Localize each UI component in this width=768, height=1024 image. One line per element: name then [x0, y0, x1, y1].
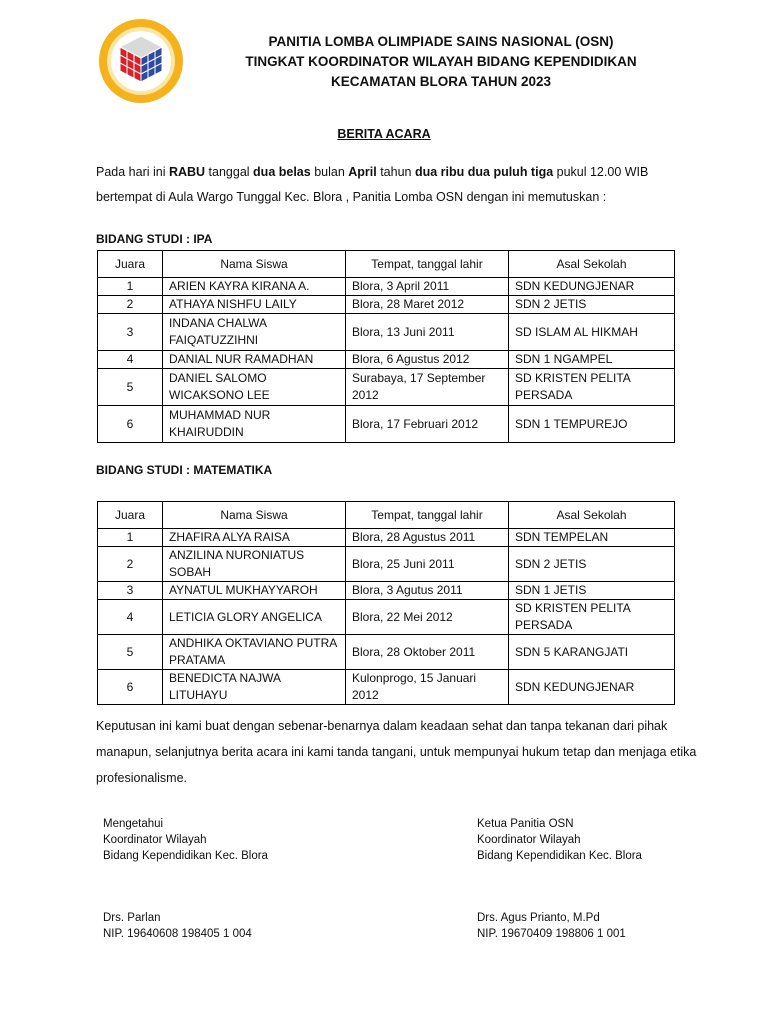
- signature-unit: Bidang Kependidikan Kec. Blora: [477, 850, 642, 862]
- rank-cell: 3: [98, 582, 163, 600]
- table-row: [98, 314, 675, 351]
- school-cell: SD KRISTEN PELITA PERSADA: [509, 600, 675, 635]
- name-cell: MUHAMMAD NUR KHAIRUDDIN: [163, 406, 346, 443]
- table-row: [98, 369, 675, 406]
- header-line-2: TINGKAT KOORDINATOR WILAYAH BIDANG KEPENDIDIKAN: [245, 54, 637, 69]
- birth-cell: Blora, 3 April 2011: [346, 278, 509, 296]
- section-label-ipa: BIDANG STUDI : IPA: [96, 232, 213, 246]
- section-label-matematika: BIDANG STUDI : MATEMATIKA: [96, 463, 273, 477]
- rank-cell: 2: [98, 547, 163, 582]
- school-cell: SDN KEDUNGJENAR: [509, 670, 675, 705]
- column-header: Nama Siswa: [163, 502, 346, 529]
- column-header: Tempat, tanggal lahir: [346, 251, 509, 278]
- rank-cell: 4: [98, 351, 163, 369]
- table-row: [98, 529, 675, 547]
- school-cell: SDN 1 JETIS: [509, 582, 675, 600]
- signature-role: Mengetahui: [103, 818, 164, 830]
- column-header: Asal Sekolah: [509, 251, 675, 278]
- name-cell: BENEDICTA NAJWA LITUHAYU: [163, 670, 346, 705]
- birth-cell: Blora, 6 Agustus 2012: [346, 351, 509, 369]
- letterhead: [186, 32, 696, 92]
- column-header: Juara: [98, 251, 163, 278]
- school-cell: SDN 2 JETIS: [509, 547, 675, 582]
- name-cell: ZHAFIRA ALYA RAISA: [163, 529, 346, 547]
- table-row: [98, 582, 675, 600]
- osn-logo-icon: [96, 16, 186, 106]
- name-cell: AYNATUL MUKHAYYAROH: [163, 582, 346, 600]
- birth-cell: Blora, 13 Juni 2011: [346, 314, 509, 351]
- header-line-3: KECAMATAN BLORA TAHUN 2023: [330, 74, 551, 89]
- table-row: [98, 278, 675, 296]
- name-cell: INDANA CHALWA FAIQATUZZIHNI: [163, 314, 346, 351]
- signature-position: Koordinator Wilayah: [477, 834, 581, 846]
- rank-cell: 4: [98, 600, 163, 635]
- table-row: [98, 296, 675, 314]
- name-cell: LETICIA GLORY ANGELICA: [163, 600, 346, 635]
- birth-cell: Kulonprogo, 15 Januari 2012: [346, 670, 509, 705]
- birth-cell: Blora, 22 Mei 2012: [346, 600, 509, 635]
- signature-block-right: [477, 816, 642, 864]
- birth-cell: Blora, 28 Agustus 2011: [346, 529, 509, 547]
- name-cell: ANZILINA NURONIATUS SOBAH: [163, 547, 346, 582]
- name-cell: ATHAYA NISHFU LAILY: [163, 296, 346, 314]
- signatory-nip: NIP. 19670409 198806 1 001: [477, 928, 626, 940]
- school-cell: SD KRISTEN PELITA PERSADA: [509, 369, 675, 406]
- table-row: [98, 547, 675, 582]
- birth-cell: Blora, 28 Oktober 2011: [346, 635, 509, 670]
- rank-cell: 6: [98, 406, 163, 443]
- birth-cell: Blora, 3 Agutus 2011: [346, 582, 509, 600]
- signatory-left: [103, 910, 252, 942]
- rank-cell: 2: [98, 296, 163, 314]
- table-row: [98, 635, 675, 670]
- school-cell: SDN 1 NGAMPEL: [509, 351, 675, 369]
- ipa-table: [97, 250, 675, 443]
- birth-cell: Surabaya, 17 September 2012: [346, 369, 509, 406]
- birth-cell: Blora, 25 Juni 2011: [346, 547, 509, 582]
- signatory-nip: NIP. 19640608 198405 1 004: [103, 928, 252, 940]
- header-line-1: PANITIA LOMBA OLIMPIADE SAINS NASIONAL (OSN): [268, 34, 614, 49]
- rank-cell: 6: [98, 670, 163, 705]
- table-row: [98, 351, 675, 369]
- school-cell: SDN 5 KARANGJATI: [509, 635, 675, 670]
- table-row: [98, 670, 675, 705]
- rank-cell: 5: [98, 635, 163, 670]
- signature-block-left: [103, 816, 268, 864]
- name-cell: ANDHIKA OKTAVIANO PUTRA PRATAMA: [163, 635, 346, 670]
- signatory-right: [477, 910, 626, 942]
- school-cell: SDN TEMPELAN: [509, 529, 675, 547]
- school-cell: SDN 1 TEMPUREJO: [509, 406, 675, 443]
- column-header: Nama Siswa: [163, 251, 346, 278]
- school-cell: SDN KEDUNGJENAR: [509, 278, 675, 296]
- document-title: BERITA ACARA: [337, 127, 431, 141]
- table-row: [98, 600, 675, 635]
- birth-cell: Blora, 17 Februari 2012: [346, 406, 509, 443]
- matematika-table: [97, 501, 675, 705]
- column-header: Tempat, tanggal lahir: [346, 502, 509, 529]
- column-header: Juara: [98, 502, 163, 529]
- name-cell: DANIAL NUR RAMADHAN: [163, 351, 346, 369]
- school-cell: SD ISLAM AL HIKMAH: [509, 314, 675, 351]
- rank-cell: 5: [98, 369, 163, 406]
- signatory-name: Drs. Parlan: [103, 912, 161, 924]
- signature-role: Ketua Panitia OSN: [477, 818, 574, 830]
- rank-cell: 1: [98, 529, 163, 547]
- rank-cell: 3: [98, 314, 163, 351]
- table-row: [98, 406, 675, 443]
- intro-paragraph: Pada hari ini RABU tanggal dua belas bulan April tahun dua ribu dua puluh tiga pukul 12.00 WIB bertempat di Aula Wargo Tunggal Kec. Blora , Panitia Lomba OSN dengan ini memutuskan :: [96, 165, 649, 204]
- rank-cell: 1: [98, 278, 163, 296]
- name-cell: DANIEL SALOMO WICAKSONO LEE: [163, 369, 346, 406]
- signature-position: Koordinator Wilayah: [103, 834, 207, 846]
- signature-unit: Bidang Kependidikan Kec. Blora: [103, 850, 268, 862]
- name-cell: ARIEN KAYRA KIRANA A.: [163, 278, 346, 296]
- column-header: Asal Sekolah: [509, 502, 675, 529]
- closing-paragraph: Keputusan ini kami buat dengan sebenar-benarnya dalam keadaan sehat dan tanpa tekanan dari pihak manapun, selanjutnya berita acara ini kami tanda tangani, untuk mempunyai hukum tetap dan menjaga etika profesionalisme.: [96, 719, 697, 785]
- school-cell: SDN 2 JETIS: [509, 296, 675, 314]
- signatory-name: Drs. Agus Prianto, M.Pd: [477, 912, 600, 924]
- birth-cell: Blora, 28 Maret 2012: [346, 296, 509, 314]
